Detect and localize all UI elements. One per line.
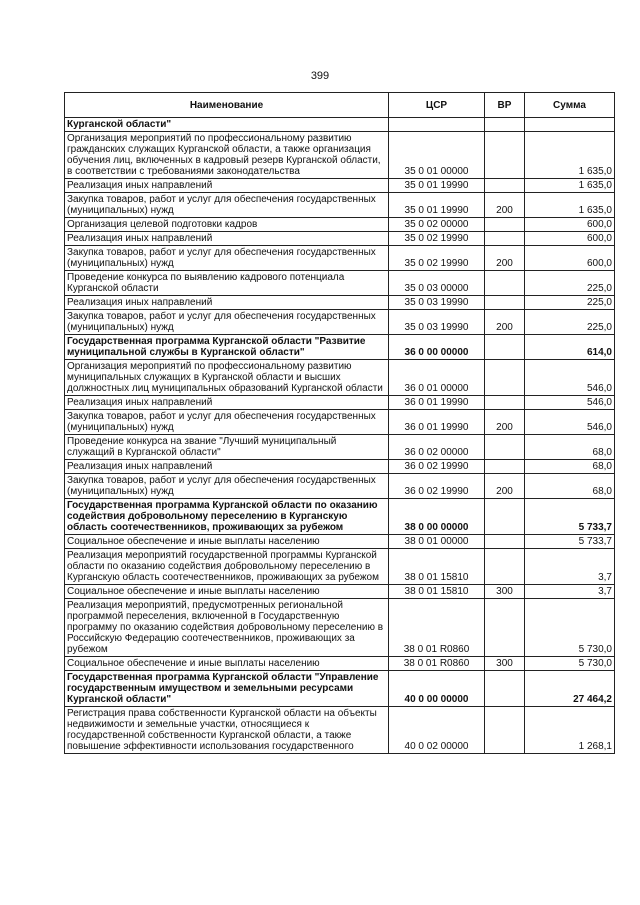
cell-name: Социальное обеспечение и иные выплаты населению [65,585,389,599]
cell-csr: 35 0 01 19990 [389,179,485,193]
cell-csr: 35 0 03 00000 [389,271,485,296]
cell-name: Социальное обеспечение и иные выплаты населению [65,657,389,671]
cell-sum: 225,0 [525,310,615,335]
page-number: 399 [310,70,330,82]
table-row [65,435,615,460]
cell-vr [485,671,525,707]
table-row [65,360,615,396]
header-name: Наименование [65,93,389,118]
table-row [65,335,615,360]
cell-csr: 38 0 01 R0860 [389,599,485,657]
cell-name: Закупка товаров, работ и услуг для обеспечения государственных (муниципальных) нужд [65,474,389,499]
cell-name: Реализация мероприятий государственной программы Курганской области по оказанию содействия добровольному переселению в Курганскую область соотечественников, проживающих за рубежом [65,549,389,585]
cell-sum: 225,0 [525,271,615,296]
cell-name: Проведение конкурса на звание "Лучший муниципальный служащий в Курганской области" [65,435,389,460]
cell-csr: 38 0 01 15810 [389,549,485,585]
cell-name: Организация мероприятий по профессиональному развитию муниципальных служащих в Курганской области и высших должностных лиц муниципальных образований Курганской области [65,360,389,396]
cell-name: Закупка товаров, работ и услуг для обеспечения государственных (муниципальных) нужд [65,246,389,271]
cell-csr: 40 0 02 00000 [389,707,485,754]
header-sum: Сумма [525,93,615,118]
cell-vr [485,360,525,396]
cell-sum: 27 464,2 [525,671,615,707]
cell-name: Организация целевой подготовки кадров [65,218,389,232]
cell-name: Закупка товаров, работ и услуг для обеспечения государственных (муниципальных) нужд [65,193,389,218]
cell-csr: 35 0 03 19990 [389,310,485,335]
cell-csr: 38 0 01 R0860 [389,657,485,671]
cell-sum: 5 730,0 [525,599,615,657]
cell-sum: 546,0 [525,396,615,410]
table-row [65,218,615,232]
cell-sum: 614,0 [525,335,615,360]
cell-vr [485,296,525,310]
cell-vr: 300 [485,657,525,671]
cell-name: Закупка товаров, работ и услуг для обеспечения государственных (муниципальных) нужд [65,410,389,435]
cell-sum: 3,7 [525,549,615,585]
cell-vr [485,218,525,232]
cell-csr: 35 0 02 19990 [389,246,485,271]
cell-csr: 35 0 02 19990 [389,232,485,246]
table-row [65,410,615,435]
table-row [65,707,615,754]
table-row [65,179,615,193]
cell-name: Социальное обеспечение и иные выплаты населению [65,535,389,549]
cell-vr [485,535,525,549]
cell-sum: 225,0 [525,296,615,310]
cell-vr [485,335,525,360]
cell-vr [485,232,525,246]
cell-vr [485,118,525,132]
cell-sum: 68,0 [525,460,615,474]
cell-vr: 200 [485,310,525,335]
cell-csr: 38 0 01 15810 [389,585,485,599]
cell-sum: 5 733,7 [525,499,615,535]
table-row [65,671,615,707]
cell-name: Государственная программа Курганской области "Развитие муниципальной службы в Курганской области" [65,335,389,360]
cell-csr: 35 0 02 00000 [389,218,485,232]
table-row [65,499,615,535]
table-row [65,474,615,499]
cell-vr [485,179,525,193]
table-row [65,271,615,296]
cell-name: Проведение конкурса по выявлению кадрового потенциала Курганской области [65,271,389,296]
table-row [65,549,615,585]
cell-sum: 5 733,7 [525,535,615,549]
cell-csr: 35 0 03 19990 [389,296,485,310]
cell-vr [485,396,525,410]
header-vr: ВР [485,93,525,118]
cell-csr: 36 0 02 00000 [389,435,485,460]
cell-csr: 36 0 02 19990 [389,474,485,499]
table-row [65,460,615,474]
table-row [65,132,615,179]
cell-name: Реализация иных направлений [65,179,389,193]
cell-sum: 1 635,0 [525,193,615,218]
cell-sum: 600,0 [525,232,615,246]
cell-name: Закупка товаров, работ и услуг для обеспечения государственных (муниципальных) нужд [65,310,389,335]
cell-sum: 68,0 [525,435,615,460]
table-row [65,310,615,335]
cell-csr: 36 0 01 19990 [389,410,485,435]
cell-sum: 5 730,0 [525,657,615,671]
cell-sum: 68,0 [525,474,615,499]
cell-sum: 546,0 [525,410,615,435]
cell-sum: 1 635,0 [525,132,615,179]
table-header-row [65,93,615,118]
cell-sum: 1 268,1 [525,707,615,754]
cell-name: Реализация иных направлений [65,296,389,310]
cell-vr [485,549,525,585]
cell-vr: 200 [485,246,525,271]
cell-csr: 36 0 01 19990 [389,396,485,410]
cell-csr: 36 0 02 19990 [389,460,485,474]
table-row [65,396,615,410]
cell-csr: 36 0 01 00000 [389,360,485,396]
table-row [65,599,615,657]
table-row [65,535,615,549]
cell-csr: 35 0 01 19990 [389,193,485,218]
cell-vr: 200 [485,474,525,499]
cell-vr [485,435,525,460]
cell-name: Реализация иных направлений [65,396,389,410]
cell-name: Реализация иных направлений [65,232,389,246]
cell-vr [485,599,525,657]
table-row [65,657,615,671]
cell-vr [485,707,525,754]
cell-name: Государственная программа Курганской области по оказанию содействия добровольному переселению в Курганскую область соотечественников, проживающих за рубежом [65,499,389,535]
cell-name: Курганской области" [65,118,389,132]
cell-name: Регистрация права собственности Курганской области на объекты недвижимости и земельные участки, относящиеся к государственной собственности Курганской области, а также повышение эффективности использования государственного [65,707,389,754]
cell-csr: 35 0 01 00000 [389,132,485,179]
cell-name: Государственная программа Курганской области "Управление государственным имуществом и земельными ресурсами Курганской области" [65,671,389,707]
cell-sum: 600,0 [525,246,615,271]
table-row [65,118,615,132]
cell-name: Реализация мероприятий, предусмотренных региональной программой переселения, включенной в Государственную программу по оказанию содействия добровольному переселению в Российскую Федерацию соотечественников, проживающих за рубежом [65,599,389,657]
cell-csr [389,118,485,132]
cell-sum: 600,0 [525,218,615,232]
cell-name: Организация мероприятий по профессиональному развитию гражданских служащих Курганской области, а также организация обучения лиц, включенных в кадровый резерв Курганской области, в соответствии с требованиями законодательства [65,132,389,179]
cell-vr [485,271,525,296]
cell-sum: 3,7 [525,585,615,599]
table-row [65,585,615,599]
cell-sum: 1 635,0 [525,179,615,193]
cell-name: Реализация иных направлений [65,460,389,474]
cell-vr: 200 [485,193,525,218]
table-row [65,246,615,271]
table-row [65,232,615,246]
cell-sum: 546,0 [525,360,615,396]
cell-vr [485,499,525,535]
cell-vr [485,460,525,474]
cell-vr: 300 [485,585,525,599]
header-csr: ЦСР [389,93,485,118]
table-row [65,296,615,310]
cell-csr: 38 0 00 00000 [389,499,485,535]
cell-vr: 200 [485,410,525,435]
cell-csr: 36 0 00 00000 [389,335,485,360]
cell-vr [485,132,525,179]
table-row [65,193,615,218]
cell-sum [525,118,615,132]
cell-csr: 40 0 00 00000 [389,671,485,707]
budget-table [64,92,615,754]
cell-csr: 38 0 01 00000 [389,535,485,549]
